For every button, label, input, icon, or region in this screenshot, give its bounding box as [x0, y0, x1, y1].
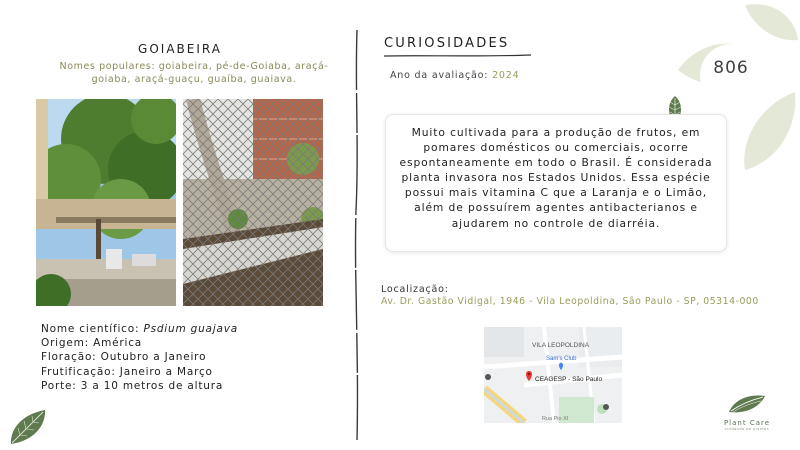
map-district-label: VILA LEOPOLDINA [532, 342, 590, 349]
curiosities-card [385, 114, 727, 252]
column-divider [350, 30, 364, 440]
evaluation-year [390, 70, 519, 81]
location-label: Localização: [381, 284, 449, 295]
evaluation-year-value: 2024 [492, 70, 520, 81]
scientific-name-row [41, 322, 238, 336]
heading-underline [383, 53, 533, 59]
location-map[interactable] [484, 327, 622, 423]
plant-number: 806 [713, 58, 749, 78]
location-address[interactable]: Av. Dr. Gastão Vidigal, 1946 - Vila Leopoldina, São Paulo - SP, 05314-000 [381, 296, 759, 307]
map-store-label: Sam's Club [546, 356, 577, 362]
logo-leaf-icon [727, 392, 767, 414]
tree-photo [36, 99, 176, 306]
curiosities-text: Muito cultivada para a produção de frutos, em pomares domésticos ou comerciais, ocorre espontaneamente em todo o Brasil. É considerada planta invasora nos Estados Unidos. Essa espécie possui mais vitamina C que a Laranja e o Limão, além de possuírem agentes antibacterianos e ajudarem no controle de diarréia. [399, 126, 713, 230]
evaluation-year-label: Ano da avaliação: [390, 70, 489, 81]
trunk-photo [183, 99, 323, 306]
fruiting: Frutificação: Janeiro a Março [41, 365, 213, 378]
popular-names: Nomes populares: goiabeira, pé-de-Goiaba, araçá-goiaba, araçá-guaçu, guaíba, guaiava. [59, 61, 329, 85]
plant-facts [41, 322, 238, 393]
logo-tagline: cuidando de plantas [724, 427, 770, 431]
scientific-name-label: Nome científico: [41, 323, 140, 335]
plant-title: GOIABEIRA [138, 42, 222, 56]
leaf-decoration-bottom-left [8, 408, 48, 446]
map-place-label: CEAGESP - São Paulo [535, 376, 603, 383]
origin: Origem: América [41, 337, 143, 350]
curiosities-heading: CURIOSIDADES [384, 36, 510, 51]
flowering: Floração: Outubro a Janeiro [41, 351, 207, 364]
plant-care-logo [716, 392, 778, 431]
scientific-name-value: Psdium guajava [143, 323, 238, 335]
logo-name: Plant Care [723, 419, 771, 427]
map-road-label: Rua Pio XI [542, 416, 569, 422]
size: Porte: 3 a 10 metros de altura [41, 379, 224, 392]
